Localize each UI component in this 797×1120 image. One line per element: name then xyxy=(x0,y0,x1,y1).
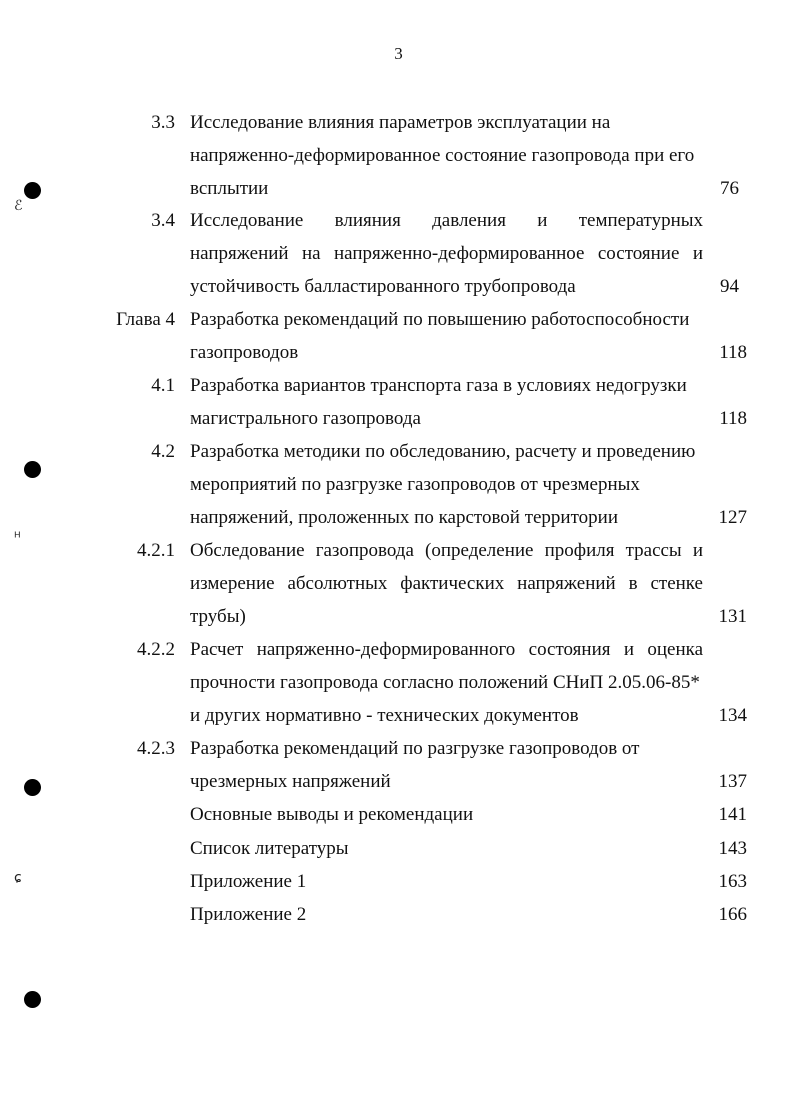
toc-entry-title-line: Разработка вариантов транспорта газа в условиях недогрузки xyxy=(190,375,687,396)
toc-entry-page: 94 xyxy=(720,276,739,297)
toc-entry-title-line: Расчет напряженно-деформированного состояния и оценка xyxy=(190,639,703,660)
toc-entry-title-line: Приложение 2 xyxy=(190,904,307,925)
toc-entry-title-line: Обследование газопровода (определение профиля трассы и xyxy=(190,540,703,561)
toc-entry-title-line: трубы) xyxy=(190,606,246,627)
toc-entry-number: 4.2.3 xyxy=(137,738,175,759)
toc-entry-title-line: напряженно-деформированное состояние газопровода при его xyxy=(190,145,695,166)
toc-entry-page: 143 xyxy=(718,838,747,859)
toc-entry-title-line: Исследование влияния давления и температурных xyxy=(190,210,703,231)
toc-entry-page: 166 xyxy=(718,904,747,925)
toc-entry-page: 137 xyxy=(718,771,747,792)
binder-hole-icon xyxy=(24,182,41,199)
toc-entry-title-line: прочности газопровода согласно положений СНиП 2.05.06-85* xyxy=(190,672,700,693)
toc-entry-page: 141 xyxy=(718,804,747,825)
toc-entry-title-line: Разработка методики по обследованию, расчету и проведению xyxy=(190,441,696,462)
toc-entry-number: 3.4 xyxy=(151,210,175,231)
toc-entry-title-line: измерение абсолютных фактических напряжений в стенке xyxy=(190,573,703,594)
binder-hole-icon xyxy=(24,779,41,796)
toc-entry-number: Глава 4 xyxy=(116,309,175,330)
margin-mark-icon: ℰ xyxy=(14,198,23,214)
toc-entry-number: 3.3 xyxy=(151,112,175,133)
toc-entry-title-line: устойчивость балластированного трубопровода xyxy=(190,276,576,297)
toc-entry-title-line: Список литературы xyxy=(190,838,349,859)
toc-entry-number: 4.2 xyxy=(151,441,175,462)
toc-entry-number: 4.2.2 xyxy=(137,639,175,660)
toc-entry-title-line: Разработка рекомендаций по повышению работоспособности xyxy=(190,309,690,330)
toc-entry-title-line: Приложение 1 xyxy=(190,871,307,892)
margin-mark-icon: ɕ xyxy=(14,870,22,886)
binder-hole-icon xyxy=(24,991,41,1008)
toc-entry-title-line: и других нормативно - технических документов xyxy=(190,705,579,726)
toc-entry-page: 76 xyxy=(720,178,739,199)
toc-entry-page: 163 xyxy=(718,871,747,892)
toc-entry-title-line: магистрального газопровода xyxy=(190,408,421,429)
margin-mark-icon: ᵸ xyxy=(14,530,21,546)
toc-entry-title-line: мероприятий по разгрузке газопроводов от чрезмерных xyxy=(190,474,640,495)
toc-entry-title-line: Разработка рекомендаций по разгрузке газопроводов от xyxy=(190,738,640,759)
toc-entry-page: 134 xyxy=(718,705,747,726)
toc-entry-page: 127 xyxy=(718,507,747,528)
toc-entry-title-line: газопроводов xyxy=(190,342,299,363)
binder-hole-icon xyxy=(24,461,41,478)
toc-entry-page: 118 xyxy=(719,342,747,363)
toc-entry-title-line: всплытии xyxy=(190,178,269,199)
toc-entry-title-line: напряжений на напряженно-деформированное состояние и xyxy=(190,243,703,264)
toc-entry-number: 4.2.1 xyxy=(137,540,175,561)
toc-entry-page: 118 xyxy=(719,408,747,429)
toc-entry-title-line: Основные выводы и рекомендации xyxy=(190,804,474,825)
page-number: 3 xyxy=(394,44,403,63)
toc-entry-title-line: напряжений, проложенных по карстовой территории xyxy=(190,507,618,528)
toc-entry-title-line: чрезмерных напряжений xyxy=(190,771,391,792)
toc-entry-title-line: Исследование влияния параметров эксплуатации на xyxy=(190,112,611,133)
toc-entry-number: 4.1 xyxy=(151,375,175,396)
toc-entry-page: 131 xyxy=(718,606,747,627)
